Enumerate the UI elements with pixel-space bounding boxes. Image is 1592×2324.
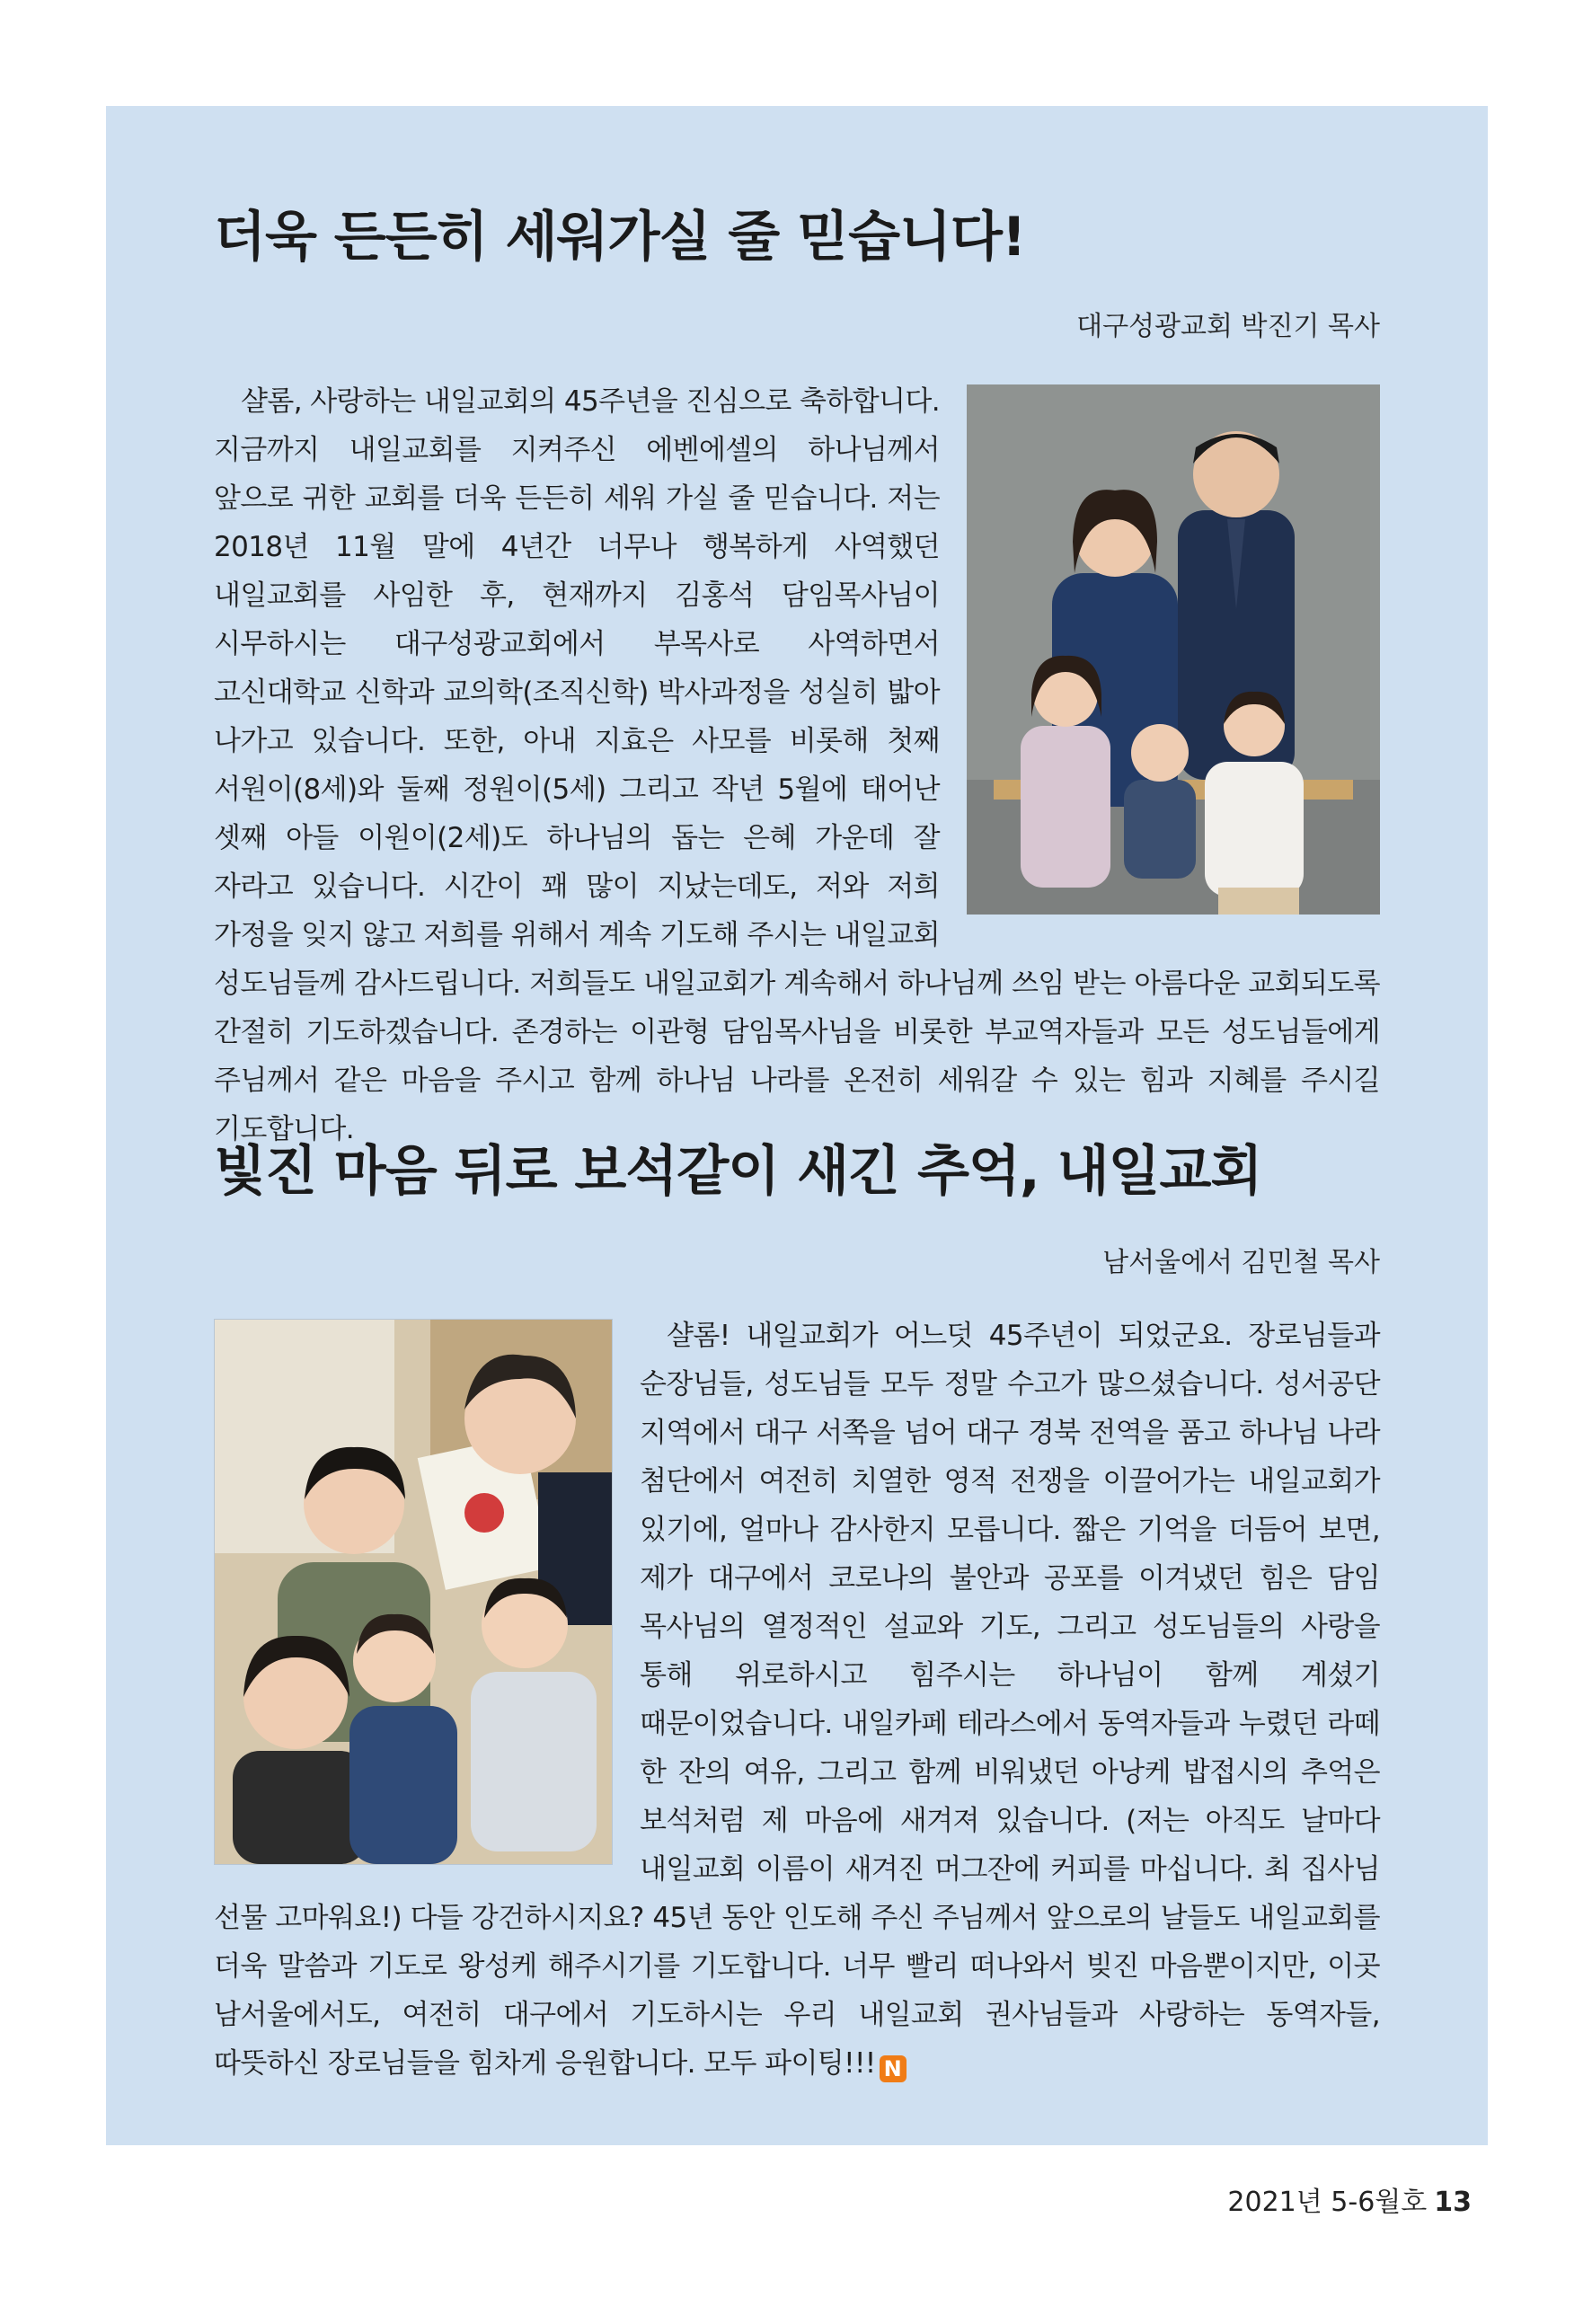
naeil-logo-icon: N (880, 2055, 907, 2082)
article2-text: 샬롬! 내일교회가 어느덧 45주년이 되었군요. 장로님들과 순장님들, 성도님들 모두 정말 수고가 많으셨습니다. 성서공단 지역에서 대구 서쪽을 넘어 대구 경북 전역을 품고 하나님 나라 첨단에서 여전히 치열한 영적 전쟁을 이끌어가는 내일교회가 있기에, 얼마나 감사한지 모릅니다. 짧은 기억을 더듬어 보면, 제가 대구에서 코로나의 불안과 공포를 이겨냈던 힘은 담임 목사님의 열정적인 설교와 기도, 그리고 성도님들의 사랑을 통해 위로하시고 힘주시는 하나님이 함께 계셨기 때문이었습니다. 내일카페 테라스에서 동역자들과 누렸던 라떼 한 잔의 여유, 그리고 함께 비워냈던 아낭케 밥접시의 추억은 보석처럼 제 마음에 새겨져 있습니다. (저는 아직도 날마다 내일교회 이름이 새겨진 머그잔에 커피를 마십니다. 최 집사님 선물 고마워요!) 다들 강건하시지요? 45년 동안 인도해 주신 주님께서 앞으로의 날들도 내일교회를 더욱 말씀과 기도로 왕성케 해주시기를 기도합니다. 너무 빨리 떠나와서 빚진 마음뿐이지만, 이곳 남서울에서도, 여전히 대구에서 기도하시는 우리 내일교회 권사님들과 사랑하는 동역자들, 따뜻하신 장로님들을 힘차게 응원합니다. 모두 파이팅!!! (214, 1320, 1380, 2080)
article1-body (214, 377, 1380, 1153)
page-number: 13 (1434, 2187, 1472, 2218)
article2-byline: 남서울에서 김민철 목사 (1102, 1247, 1380, 1278)
article1-title: 더욱 든든히 세워가실 줄 믿습니다! (214, 206, 1026, 269)
article2-title: 빛진 마음 뒤로 보석같이 새긴 추억, 내일교회 (214, 1140, 1262, 1203)
article1-byline: 대구성광교회 박진기 목사 (1076, 311, 1380, 342)
issue-label: 2021년 5-6월호 (1227, 2187, 1428, 2218)
article1-text: 샬롬, 사랑하는 내일교회의 45주년을 진심으로 축하합니다. 지금까지 내일교회를 지켜주신 에벤에셀의 하나님께서 앞으로 귀한 교회를 더욱 든든히 세워 가실 줄 믿습니다. 저는 2018년 11월 말에 4년간 너무나 행복하게 사역했던 내일교회를 사임한 후, 현재까지 김홍석 담임목사님이 시무하시는 대구성광교회에서 부목사로 사역하면서 고신대학교 신학과 교의학(조직신학) 박사과정을 성실히 밟아 나가고 있습니다. 또한, 아내 지효은 사모를 비롯해 첫째 서원이(8세)와 둘째 정원이(5세) 그리고 작년 5월에 태어난 셋째 아들 이원이(2세)도 하나님의 돕는 은혜 가운데 잘 자라고 있습니다. 시간이 꽤 많이 지났는데도, 저와 저희 가정을 잊지 않고 저희를 위해서 계속 기도해 주시는 내일교회 성도님들께 감사드립니다. 저희들도 내일교회가 계속해서 하나님께 쓰임 받는 아름다운 교회되도록 간절히 기도하겠습니다. 존경하는 이관형 담임목사님을 비롯한 부교역자들과 모든 성도님들에게 주님께서 같은 마음을 주시고 함께 하나님 나라를 온전히 세워갈 수 있는 힘과 지혜를 주시길 기도합니다. (214, 385, 1380, 1145)
page-footer (1227, 2179, 1472, 2219)
selfie-photo (214, 1319, 613, 1865)
article2-body (214, 1312, 1380, 2088)
article-panel (106, 106, 1488, 2145)
family-photo (967, 384, 1380, 915)
